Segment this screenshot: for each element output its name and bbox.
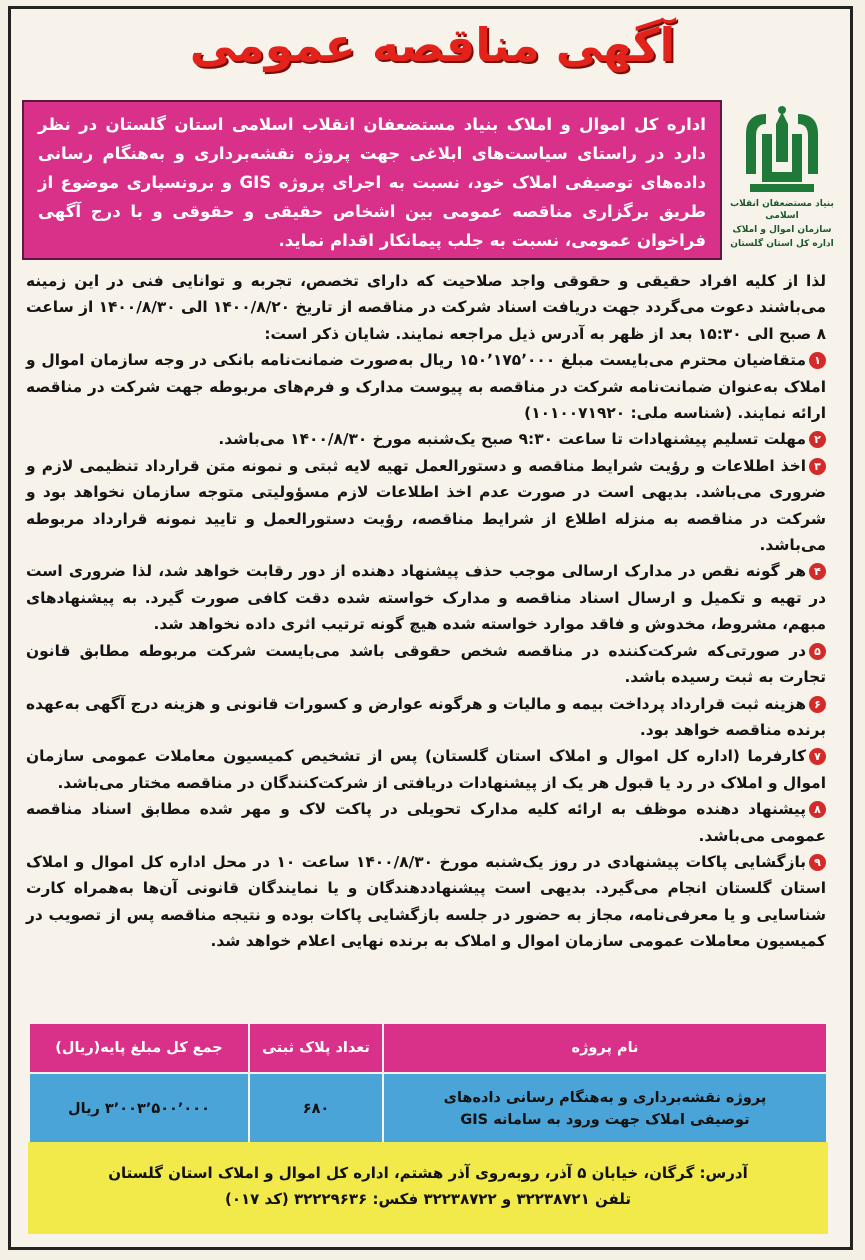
organization-logo [728, 100, 836, 260]
item-number-badge: ۹ [809, 854, 826, 871]
item-text: متقاضیان محترم می‌بایست مبلغ ۱۵۰٬۱۷۵٬۰۰۰ ریال به‌صورت ضمانت‌نامه بانکی در وجه سازمان اموال و املاک به‌عنوان ضمانت‌نامه شرکت در مناقصه به پیوست مدارک و فرم‌های مربوطه جهت شرکت در مناقصه ارائه نمایند. (شناسه ملی: ۱۰۱۰۰۷۱۹۲۰) [26, 351, 826, 423]
item-text: هزینه ثبت قرارداد پرداخت بیمه و مالیات و هرگونه عوارض و کسورات قانونی و هزینه درج آگهی به‌عهده برنده مناقصه خواهد بود. [26, 694, 826, 739]
table-row [29, 1073, 827, 1145]
intro-paragraph: لذا از کلیه افراد حقیقی و حقوقی واجد صلاحیت که دارای تخصص، تجربه و توانایی فنی در این زمینه می‌باشند دعوت می‌گردد جهت دریافت اسناد شرکت در مناقصه از تاریخ ۱۴۰۰/۸/۲۰ الی ۱۴۰۰/۸/۳۰ از ساعت ۸ صبح الی ۱۵:۳۰ بعد از ظهر به آدرس ذیل مراجعه نمایند. شایان ذکر است: [26, 272, 827, 343]
cell-project-name [383, 1073, 827, 1145]
condition-item [26, 347, 826, 426]
logo-line-3: اداره کل استان گلستان [730, 239, 834, 249]
item-text: بازگشایی پاکات پیشنهادی در روز یک‌شنبه مورخ ۱۴۰۰/۸/۳۰ ساعت ۱۰ در محل اداره کل اموال و املاک استان گلستان انجام می‌گیرد. بدیهی است پیشنهاددهندگان و یا نمایندگان قانونی آن‌ها به‌همراه کارت شناسایی و یا معرفی‌نامه، مجاز به حضور در جلسه بازگشایی پاکات بوده و نتیجه مناقصه پس از تصویب در کمیسیون معاملات عمومی سازمان اموال و املاک به برنده نهایی اعلام خواهد شد. [26, 852, 826, 951]
address-line: آدرس: گرگان، خیابان ۵ آذر، روبه‌روی آذر هشتم، اداره کل اموال و املاک استان گلستان [108, 1164, 748, 1182]
condition-item [26, 796, 826, 849]
header-project-name: نام پروژه [383, 1023, 827, 1073]
bonyad-mostazafan-logo-icon [736, 104, 828, 196]
condition-item [26, 453, 826, 559]
item-text: کارفرما (اداره کل اموال و املاک استان گلستان) پس از تشخیص کمیسیون معاملات عمومی سازمان اموال و املاک در رد یا قبول هر یک از پیشنهادات دریافتی از شرکت‌کنندگان در مناقصه مختار می‌باشد. [26, 747, 826, 792]
condition-item [26, 849, 826, 955]
condition-item [26, 426, 826, 452]
condition-item [26, 558, 826, 637]
item-number-badge: ۷ [809, 748, 826, 765]
notice-title: آگهی مناقصه عمومی [189, 18, 676, 72]
item-number-badge: ۱ [809, 352, 826, 369]
item-number-badge: ۴ [809, 563, 826, 580]
project-name-line-2: توصیفی املاک جهت ورود به سامانه GIS [460, 1112, 750, 1128]
project-table [28, 1022, 828, 1146]
condition-item [26, 638, 826, 691]
item-number-badge: ۵ [809, 643, 826, 660]
contact-line: تلفن ۳۲۲۳۸۷۲۱ و ۳۲۲۳۸۷۲۲ فکس: ۳۲۲۲۹۶۳۶ (کد ۰۱۷) [224, 1190, 632, 1208]
logo-line-1: بنیاد مستضعفان انقلاب اسلامی [730, 199, 834, 221]
project-name-line-1: پروژه نقشه‌برداری و به‌هنگام رسانی داده‌های [443, 1090, 767, 1106]
item-number-badge: ۶ [809, 696, 826, 713]
item-text: اخذ اطلاعات و رؤیت شرایط مناقصه و دستورالعمل تهیه لایه ثبتی و نمونه متن قرارداد تنظیمی لازم و ضروری می‌باشد. بدیهی است در صورت عدم اخذ اطلاعات لازم مسؤولیتی متوجه سازمان نخواهد بود و شرکت در مناقصه به منزله اطلاع از شرایط مناقصه، رؤیت دستورالعمل و تایید نمونه قرارداد مربوطه می‌باشد. [26, 456, 826, 555]
item-number-badge: ۸ [809, 801, 826, 818]
item-text: پیشنهاد دهنده موظف به ارائه کلیه مدارک تحویلی در پاکت لاک و مهر شده مطابق اسناد مناقصه عمومی می‌باشد. [26, 800, 826, 845]
item-text: در صورتی‌که شرکت‌کننده در مناقصه شخص حقوقی باشد می‌بایست شرکت مربوطه مطابق قانون تجارت به ثبت رسیده باشد. [26, 641, 826, 687]
header-base-amount: جمع کل مبلغ پایه(ریال) [29, 1023, 249, 1073]
condition-item [26, 743, 826, 796]
item-text: هر گونه نقص در مدارک ارسالی موجب حذف پیشنهاد دهنده از دور رقابت خواهد شد، لذا ضروری است در تهیه و تکمیل و ارسال اسناد مناقصه و مدارک خواسته شده دقت کافی صورت گیرد. به پیشنهادهای مبهم، مشروط، مخدوش و فاقد موارد خواسته شده هیچ گونه ترتیب اثری داده نخواهد شد. [26, 562, 826, 634]
logo-line-2: سازمان اموال و املاک [732, 225, 832, 235]
item-number-badge: ۲ [809, 431, 826, 448]
intro-banner: اداره کل اموال و املاک بنیاد مستضعفان انقلاب اسلامی استان گلستان در نظر دارد در راستای سیاست‌های ابلاغی جهت پروژه نقشه‌برداری و به‌هنگام رسانی داده‌های توصیفی املاک خود، نسبت به اجرای پروژه GIS و برونسپاری موضوع از طریق برگزاری مناقصه عمومی بین اشخاص حقیقی و حقوقی و با درج آگهی فراخوان عمومی، نسبت به جلب پیمانکار اقدام نماید. [22, 100, 722, 260]
cell-base-amount: ۳٬۰۰۳٬۵۰۰٬۰۰۰ ریال [29, 1073, 249, 1145]
item-number-badge: ۳ [809, 458, 826, 475]
item-text: مهلت تسلیم پیشنهادات تا ساعت ۹:۳۰ صبح یک‌شنبه مورخ ۱۴۰۰/۸/۳۰ می‌باشد. [218, 430, 806, 449]
address-box [28, 1142, 828, 1234]
notice-body [26, 268, 826, 955]
cell-plate-count: ۶۸۰ [249, 1073, 383, 1145]
header-plate-count: تعداد پلاک ثبتی [249, 1023, 383, 1073]
condition-item [26, 691, 826, 744]
table-header-row [29, 1023, 827, 1073]
